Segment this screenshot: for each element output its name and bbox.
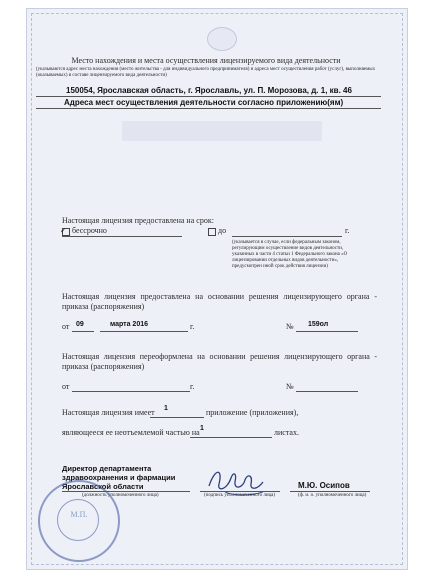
reissue-number-line: [296, 391, 358, 392]
basis-day: 09: [76, 321, 84, 328]
term-label: Настоящая лицензия предоставлена на срок:: [62, 216, 214, 225]
basis-month-underline: [100, 331, 188, 332]
reissue-date-line: [72, 391, 190, 392]
check-mark-icon: ✓: [60, 226, 67, 235]
basis-no-label: №: [286, 322, 294, 331]
addresses-underline: [36, 108, 381, 109]
appendix-sheets-underline: [190, 437, 272, 438]
place-title: Место нахождения и места осуществления лицензируемого вида деятельности: [71, 56, 341, 65]
emblem-icon: [207, 27, 237, 51]
reissue-text: Настоящая лицензия переоформлена на основании решения лицензирующего органа - приказа (распоряжения): [62, 352, 377, 371]
appendix-has-label: Настоящая лицензия имеет: [62, 408, 155, 417]
address-underline: [36, 96, 381, 97]
position-note: (должность уполномоченного лица): [82, 493, 159, 498]
seal-label: М.П.: [70, 510, 88, 519]
basis-number: 159ол: [308, 321, 329, 328]
name-underline: [290, 491, 370, 492]
appendix-sheets-suffix: листах.: [274, 428, 299, 437]
place-note: (указываются адрес места нахождения (место жительства - для индивидуального предпринимателя) и адреса мест осуществления работ (услуг), выполняемых (оказываемых) в составе лицензируемого вида деятельности): [36, 67, 376, 78]
until-year-suffix: г.: [345, 226, 350, 235]
basis-day-underline: [72, 331, 94, 332]
address-line: 150054, Ярославская область, г. Ярославль, ул. П. Морозова, д. 1, кв. 46: [66, 86, 352, 95]
background-watermark: [122, 121, 322, 141]
until-date-line: [232, 236, 342, 237]
seal-inner-ring: [57, 499, 99, 541]
reissue-from-label: от: [62, 382, 70, 391]
until-checkbox: [208, 228, 216, 236]
basis-month-year: марта 2016: [110, 321, 149, 328]
appendix-sheets: 1: [200, 425, 204, 432]
appendix-count-underline: [150, 417, 204, 418]
appendix-integral-label: являющееся ее неотъемлемой частью на: [62, 428, 200, 437]
indefinite-underline: [62, 236, 182, 237]
indefinite-label: бессрочно: [72, 226, 107, 235]
until-label: до: [218, 226, 227, 235]
term-note: (указывается в случае, если федеральным законом, регулирующим осуществление видов деятельности, указанных в части 4 статьи 1 Федерального закона «О лицензировании отдельных видов деятельности», предусмотрен иной срок действия лицензии): [232, 240, 348, 269]
reissue-year-suffix: г.: [190, 382, 195, 391]
appendix-count: 1: [164, 405, 168, 412]
signature-underline: [200, 491, 280, 492]
signature-note: (подпись уполномоченного лица): [204, 493, 276, 498]
reissue-no-label: №: [286, 382, 294, 391]
addresses-note: Адреса мест осуществления деятельности согласно приложению(ям): [64, 98, 344, 107]
signatory-name: М.Ю. Осипов: [298, 481, 350, 490]
appendix-has-suffix: приложение (приложения),: [206, 408, 299, 417]
signatory-position: Директор департамента здравоохранения и фармации Ярославской области: [62, 464, 176, 491]
name-note: (ф. и. о. уполномоченного лица): [298, 493, 367, 498]
basis-year-suffix: г.: [190, 322, 195, 331]
basis-number-underline: [296, 331, 358, 332]
official-seal: [38, 480, 120, 562]
basis-from-label: от: [62, 322, 70, 331]
basis-text: Настоящая лицензия предоставлена на основании решения лицензирующего органа - приказа (распоряжения): [62, 292, 377, 311]
